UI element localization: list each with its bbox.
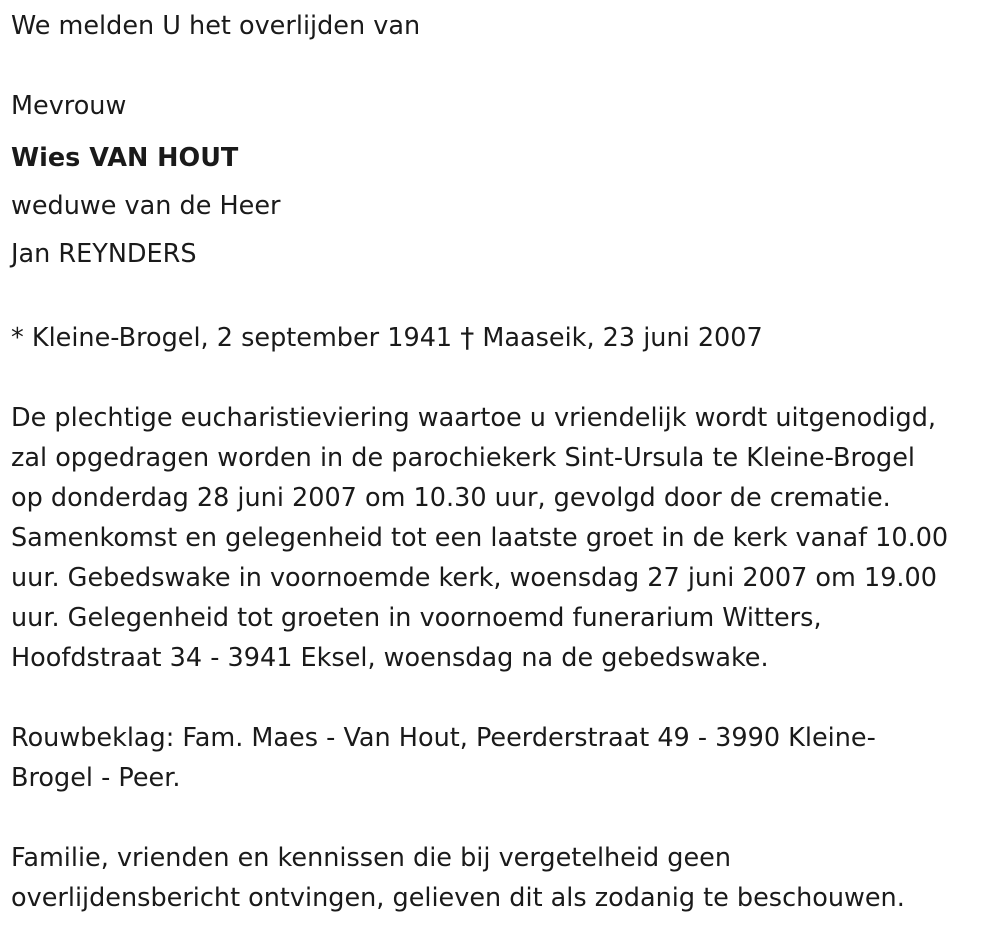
spacer xyxy=(11,678,996,718)
ceremony-line: op donderdag 28 juni 2007 om 10.30 uur, gevolgd door de crematie. xyxy=(11,483,891,513)
ceremony-line: zal opgedragen worden in de parochiekerk Sint-Ursula te Kleine-Brogel xyxy=(11,443,916,473)
death-notice xyxy=(11,6,996,918)
mourning-line: Brogel - Peer. xyxy=(11,763,181,793)
ceremony-line: uur. Gelegenheid tot groeten in voornoemd funerarium Witters, xyxy=(11,603,822,633)
deceased-relation: weduwe van de Heer xyxy=(11,191,281,221)
spouse-name: Jan REYNDERS xyxy=(11,239,197,269)
ceremony-line: De plechtige eucharistieviering waartoe u vriendelijk wordt uitgenodigd, xyxy=(11,403,936,433)
closing-line: overlijdensbericht ontvingen, gelieven dit als zodanig te beschouwen. xyxy=(11,883,905,913)
spacer xyxy=(11,798,996,838)
mourning-paragraph xyxy=(11,718,996,798)
cross-icon: † xyxy=(460,321,475,354)
ceremony-line: Samenkomst en gelegenheid tot een laatste groet in de kerk vanaf 10.00 xyxy=(11,523,949,553)
life-dates xyxy=(11,316,996,358)
closing-paragraph xyxy=(11,838,996,918)
ceremony-line: uur. Gebedswake in voornoemde kerk, woensdag 27 juni 2007 om 19.00 xyxy=(11,563,937,593)
spacer xyxy=(11,278,996,316)
intro-text: We melden U het overlijden van xyxy=(11,11,421,41)
mourning-line: Rouwbeklag: Fam. Maes - Van Hout, Peerderstraat 49 - 3990 Kleine- xyxy=(11,723,876,753)
closing-line: Familie, vrienden en kennissen die bij vergetelheid geen xyxy=(11,843,731,873)
deceased-name: Wies VAN HOUT xyxy=(11,143,239,173)
death-info: Maaseik, 23 juni 2007 xyxy=(482,323,763,353)
spacer xyxy=(11,46,996,86)
ceremony-line: Hoofdstraat 34 - 3941 Eksel, woensdag na de gebedswake. xyxy=(11,643,769,673)
deceased-title: Mevrouw xyxy=(11,91,127,121)
spacer xyxy=(11,358,996,398)
ceremony-paragraph xyxy=(11,398,996,678)
birth-info: * Kleine-Brogel, 2 september 1941 xyxy=(11,323,453,353)
